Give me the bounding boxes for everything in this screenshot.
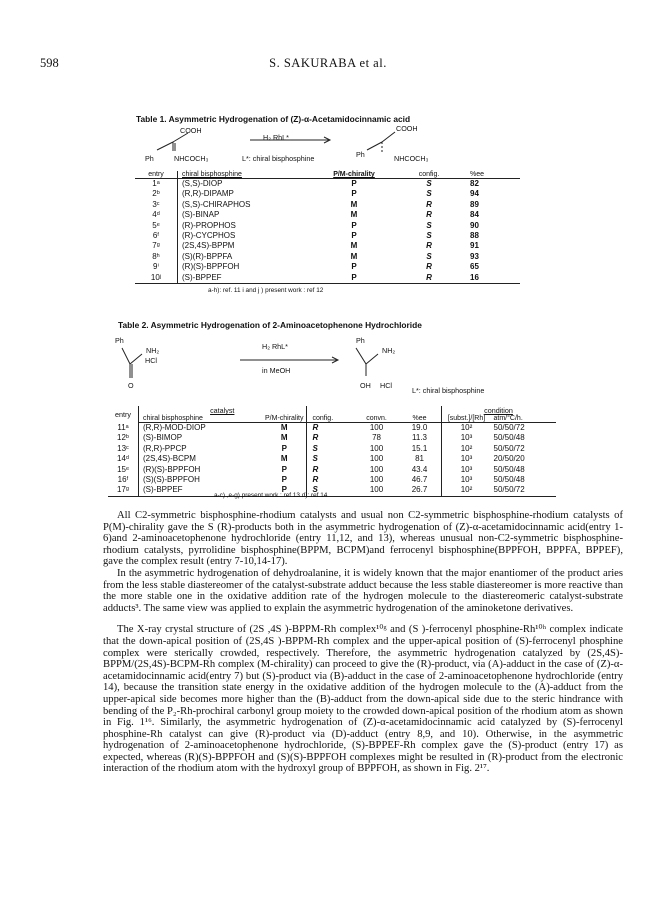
page-number: 598 bbox=[40, 56, 59, 70]
t1-col-ligand: chiral bisphosphine bbox=[178, 171, 313, 179]
table2-cell-entry: 11ᵃ bbox=[108, 423, 139, 434]
table1-cell-entry: 4ᵈ bbox=[135, 210, 178, 220]
table2-cell-conv: 100 bbox=[369, 443, 384, 453]
table1-cell-entry: 6ᶠ bbox=[135, 231, 178, 241]
t2-prod-hcl: HCl bbox=[380, 381, 392, 390]
table1-footnote: a-h): ref. 11 i and j ) present work : ref 12 bbox=[208, 287, 324, 294]
table1-cell-ligand: (R)-CYCPHOS bbox=[182, 231, 236, 241]
t1-prod-nhcoch3: NHCOCH₃ bbox=[394, 154, 429, 163]
table1-cell-ligand: (S)-BPPEF bbox=[178, 273, 313, 284]
t2-col-cond: atm/°C/h. bbox=[492, 415, 556, 423]
table1-cell-config: S bbox=[426, 251, 432, 261]
table1-cell-config: R bbox=[426, 199, 432, 209]
table1-cell-config: S bbox=[426, 220, 432, 230]
t2-col-entry: entry bbox=[108, 406, 139, 423]
table-row bbox=[108, 433, 556, 443]
table2-footnote: a-c) ,e-g) present work : ref 13 d): ref 14 bbox=[214, 492, 328, 499]
table1-cell-ligand: (R)-PROPHOS bbox=[182, 220, 236, 230]
table1-cell-ee: 94 bbox=[470, 189, 479, 199]
table-row bbox=[135, 189, 520, 199]
table1-cell-ligand: (S,S)-DIOP bbox=[182, 179, 223, 188]
table2-cell-ratio: 10³ bbox=[460, 433, 473, 443]
table2-cell-ratio: 10³ bbox=[460, 475, 473, 485]
table2-cell-ligand: (R)(S)-BPPFOH bbox=[143, 464, 201, 474]
table2-cell-cond: 50/50/48 bbox=[493, 464, 525, 474]
table2-cell-ligand: (R,R)-PPCP bbox=[143, 443, 187, 453]
table1-cell-entry: 1ᵃ bbox=[135, 179, 178, 190]
table2-cell-entry: 14ᵈ bbox=[108, 454, 139, 464]
table1-cell-ligand: (S,S)-CHIRAPHOS bbox=[182, 199, 251, 209]
table1-cell-ee: 91 bbox=[470, 241, 479, 251]
table1-cell-config: S bbox=[426, 231, 432, 241]
table1-cell-ee: 88 bbox=[470, 231, 479, 241]
table1-cell-ligand: (S)(R)-BPPFA bbox=[182, 251, 233, 261]
t2-col-ee: %ee bbox=[399, 415, 442, 423]
table1-cell-ee: 93 bbox=[470, 251, 479, 261]
t1-sub-cooh: COOH bbox=[180, 126, 202, 135]
table2-cell-entry: 15ᵉ bbox=[108, 465, 139, 475]
table2-cell-config: S bbox=[312, 454, 318, 464]
table2-cell-config: R bbox=[312, 464, 319, 474]
t2-prod-oh: OH bbox=[360, 381, 371, 390]
table2-cell-ratio: 10² bbox=[460, 443, 473, 453]
t1-ligand-note: L*: chiral bisphosphine bbox=[242, 154, 315, 163]
table2-cell-ratio: 10³ bbox=[460, 454, 473, 464]
table1-cell-entry: 10ʲ bbox=[135, 273, 178, 284]
t2-col-ratio: [subst.]/[Rh] bbox=[441, 415, 492, 423]
table2-reaction-scheme bbox=[110, 334, 530, 390]
table2-cell-ee: 46.7 bbox=[399, 475, 442, 485]
t1-sub-ph: Ph bbox=[145, 154, 154, 163]
table1-cell-pm: P bbox=[351, 189, 357, 199]
table2-cell-ee: 81 bbox=[399, 454, 442, 464]
table1-cell-ligand: (R)(S)-BPPFOH bbox=[182, 262, 240, 272]
table2-cell-pm: M bbox=[263, 454, 306, 464]
table-row bbox=[135, 231, 520, 241]
table2-cell-config: R bbox=[312, 475, 319, 485]
t2-sub-o: O bbox=[128, 381, 134, 390]
table-row bbox=[135, 221, 520, 231]
table1-cell-pm: P bbox=[351, 179, 357, 188]
table2-cell-config: R bbox=[312, 423, 319, 432]
table-row bbox=[108, 485, 556, 496]
table-row bbox=[108, 423, 556, 434]
t1-reagents: H₂ RhL* bbox=[263, 133, 289, 142]
t1-prod-cooh: COOH bbox=[396, 124, 418, 133]
table2-cell-cond: 20/50/20 bbox=[493, 454, 525, 464]
table2-cell-ligand: (S)-BIMOP bbox=[143, 433, 183, 443]
t2-solvent: in MeOH bbox=[262, 366, 291, 375]
t1-col-ee: %ee bbox=[462, 171, 520, 179]
table2-cell-ee: 43.4 bbox=[399, 465, 442, 475]
t2-reagents: H₂ RhL* bbox=[262, 342, 288, 351]
table2-cell-ee: 11.3 bbox=[399, 433, 442, 443]
table2-cell-conv: 78 bbox=[372, 433, 381, 443]
table1-cell-ee: 90 bbox=[470, 220, 479, 230]
table2-cell-conv: 100 bbox=[369, 423, 384, 432]
paragraph-1: All C2-symmetric bisphosphine-rhodium catalysts and usual non C2-symmetric bisphosphine-rhodium catalysts of P(M)-chirality gave the S (R)-products both in the asymmetric hydrogenation of (Z)-α-acetamidocinnamic acid(entry 1-6)and 2-aminoacetophenone hydrochloride (entry 11,12, and 13), whereas unusual non-C2-symmetric bisphosphine-rhodium catalysts, pyrrolidine bisphosphine(BPPM, BCPM)and ferrocenyl bisphosphine(BPPFOH, BPPFA, BPPEF), gave the complex result (entry 7-10,14-17). bbox=[103, 510, 623, 568]
t2-prod-nh2: NH₂ bbox=[382, 346, 396, 355]
table2-cell-conv: 100 bbox=[369, 454, 384, 464]
table1-cell-pm: M bbox=[350, 241, 358, 251]
table1-cell-config: R bbox=[426, 210, 432, 220]
t2-sub-ph: Ph bbox=[115, 336, 124, 345]
table1-cell-ligand: (S)-BINAP bbox=[182, 210, 220, 220]
table1-cell-config: R bbox=[426, 241, 432, 251]
table-row bbox=[108, 475, 556, 485]
t1-sub-nhcoch3: NHCOCH₃ bbox=[174, 154, 209, 163]
table2-body bbox=[108, 423, 556, 497]
table2-cell-config: S bbox=[306, 485, 355, 496]
table2-caption: Table 2. Asymmetric Hydrogenation of 2-Aminoacetophenone Hydrochloride bbox=[118, 320, 422, 330]
table1-cell-pm: P bbox=[351, 262, 357, 272]
table2-cell-conv: 100 bbox=[369, 464, 384, 474]
table2-cell-pm: P bbox=[263, 485, 306, 496]
table1-cell-entry: 2ᵇ bbox=[135, 189, 178, 199]
table2-cell-entry: 12ᵇ bbox=[108, 433, 139, 443]
table2-cell-ligand: (R,R)-MOD-DIOP bbox=[143, 423, 206, 432]
table2-header-row bbox=[108, 415, 556, 423]
table2-cell-ligand: (S)(S)-BPPFOH bbox=[143, 475, 200, 485]
table2-cell-ee: 26.7 bbox=[399, 485, 442, 496]
body-text bbox=[103, 510, 623, 775]
table-row bbox=[135, 179, 520, 190]
t1-col-entry: entry bbox=[135, 171, 178, 179]
table2-cell-ratio: 10² bbox=[441, 485, 492, 496]
table2-group-header-row bbox=[108, 406, 556, 415]
table1-cell-ee: 65 bbox=[470, 262, 479, 272]
table1-caption: Table 1. Asymmetric Hydrogenation of (Z)-α-Acetamidocinnamic acid bbox=[136, 114, 411, 124]
table1-cell-ee: 16 bbox=[462, 273, 520, 284]
table-row bbox=[135, 252, 520, 262]
table2-cell-pm: P bbox=[263, 465, 306, 475]
table2-cell-pm: M bbox=[263, 423, 306, 434]
t2-col-conv: convn. bbox=[355, 415, 399, 423]
t2-group-catalyst: catalyst bbox=[139, 406, 307, 415]
table2-cell-cond: 50/50/72 bbox=[493, 443, 525, 453]
table-row bbox=[108, 444, 556, 454]
table-row bbox=[135, 273, 520, 284]
table1-cell-pm: P bbox=[351, 220, 357, 230]
table2-cell-pm: P bbox=[263, 444, 306, 454]
table2-cell-ee: 15.1 bbox=[399, 444, 442, 454]
table2-cell-ligand: (2S,4S)-BCPM bbox=[143, 454, 196, 464]
table1-cell-pm: P bbox=[312, 273, 396, 284]
table2-cell-entry: 16ᶠ bbox=[108, 475, 139, 485]
table1-cell-entry: 3ᶜ bbox=[135, 200, 178, 210]
table2-cell-cond: 50/50/72 bbox=[493, 423, 525, 432]
table1-cell-config: S bbox=[426, 179, 432, 188]
t2-sub-nh2: NH₂ bbox=[146, 346, 160, 355]
table1-cell-pm: P bbox=[351, 231, 357, 241]
table1 bbox=[135, 171, 520, 284]
t1-col-config: config. bbox=[396, 171, 462, 179]
table1-cell-ligand: (2S,4S)-BPPM bbox=[182, 241, 235, 251]
table2 bbox=[108, 406, 556, 497]
table2-cell-cond: 50/50/48 bbox=[493, 475, 525, 485]
table2-cell-conv: 100 bbox=[369, 475, 384, 485]
paragraph-2: In the asymmetric hydrogenation of dehydroalanine, it is widely known that the major enantiomer of the product aries from the less stable diastereomer of the catalyst-substrate adduct because the less stable diastereomer is more reactive than the more stable one in the oxidative addition rate of the hydrogen molecule to the diastereomeric catalyst-substrate adducts³. The same view was applied to explain the asymmetric hydrogenation of the aminoketone derivatives. bbox=[103, 567, 623, 614]
table2-cell-config: R bbox=[312, 433, 319, 443]
table2-cell-config: S bbox=[312, 443, 318, 453]
t2-sub-hcl: HCl bbox=[145, 356, 157, 365]
t1-prod-ph: Ph bbox=[356, 150, 365, 159]
t2-group-blank bbox=[306, 406, 441, 415]
table1-cell-ligand: (R,R)-DIPAMP bbox=[182, 189, 234, 199]
t2-col-config: config. bbox=[306, 415, 355, 423]
table1-cell-ee: 82 bbox=[470, 179, 479, 188]
table2-cell-pm: P bbox=[263, 475, 306, 485]
table1-cell-entry: 8ʰ bbox=[135, 252, 178, 262]
table1-cell-pm: M bbox=[350, 210, 358, 220]
table2-cell-conv: 100 bbox=[355, 485, 399, 496]
table2-cell-ee: 19.0 bbox=[399, 423, 442, 434]
running-head: S. SAKURABA et al. bbox=[269, 56, 387, 70]
table-row bbox=[108, 465, 556, 475]
table-row bbox=[135, 210, 520, 220]
table1-body bbox=[135, 179, 520, 284]
table2-cell-ratio: 10³ bbox=[460, 464, 473, 474]
table2-cell-pm: M bbox=[263, 433, 306, 443]
t2-col-ligand: chiral bisphosphine bbox=[139, 415, 264, 423]
table2-cell-cond: 50/50/72 bbox=[492, 485, 556, 496]
table1-cell-config: S bbox=[426, 189, 432, 199]
table-row bbox=[135, 241, 520, 251]
table1-cell-entry: 7ᵍ bbox=[135, 241, 178, 251]
table-row bbox=[135, 200, 520, 210]
table1-cell-ee: 84 bbox=[470, 210, 479, 220]
table2-cell-ligand: (S)-BPPEF bbox=[139, 485, 264, 496]
table1-cell-config: R bbox=[426, 262, 432, 272]
table1-cell-pm: M bbox=[350, 199, 358, 209]
table2-cell-entry: 17ᵍ bbox=[108, 485, 139, 496]
table-row bbox=[108, 454, 556, 464]
t1-col-pm: P/M-chirality bbox=[312, 171, 396, 179]
table2-cell-entry: 13ᶜ bbox=[108, 444, 139, 454]
table1-cell-config: R bbox=[396, 273, 462, 284]
table1-header-row bbox=[135, 171, 520, 179]
table2-cell-cond: 50/50/48 bbox=[493, 433, 525, 443]
table1-cell-ee: 89 bbox=[470, 199, 479, 209]
table1-cell-entry: 9ⁱ bbox=[135, 262, 178, 272]
t2-group-condition: condition bbox=[484, 406, 513, 415]
table-row bbox=[135, 262, 520, 272]
paragraph-3: The X-ray crystal structure of (2S ,4S )-BPPM-Rh complex¹⁰ᵍ and (S )-ferrocenyl phosphine-Rh¹⁰ʰ complex indicate that the down-apical position of (2S,4S )-BPPM-Rh complex and the upper-apical position of (S)-ferrocenyl phosphine complex were sterically crowded, respectively. Therefore, the asymmetric hydrogenation catalyzed by (2S,4S)-BPPM/(2S,4S)-BCPM-Rh complex (M-chirality) can proceed to give the (R)-product, via (A)-adduct in the case of (Z)-α-acetamidocinnamic acid(entry 7) but (S)-product via (B)-adduct in the case of 2-aminoacetophenone hydrochloride (entry 14), because the transition state energy in the oxidative addition of the hydrogen molecule to the (A)-adduct from the upper-apical side becomes more higher than the (B)-adduct from the down-apical side due to the steric hindrance with bending of the P₂-Rh-prochiral carbonyl group moiety to the crowded down-apical position of the rhodium atom as shown in Fig. 1¹⁶. Similarly, the asymmetric hydrogenation of (Z)-α-acetamidocinnamic acid catalyzed by (S)-ferrocenyl phosphine-Rh catalyst can give (R)-product via (D)-adduct (entry 8,9, and 10). Otherwise, in the asymmetric hydrogenation of 2-aminoacetophenone hydrochloride, (S)-BPPEF-Rh complex gave the (S)-product (entry 17) as expected, whereas (R)(S)-BPPFOH and (S)(S)-BPPFOH complexes might be resulted in (R)-product from the electronic interaction of the rhodium atom with the hydroxyl group of BPPFOH, as shown in Fig. 2¹⁷. bbox=[103, 624, 623, 775]
table1-cell-pm: M bbox=[350, 251, 358, 261]
table2-cell-ratio: 10² bbox=[460, 423, 473, 432]
t2-ligand-note: L*: chiral bisphosphine bbox=[412, 386, 485, 395]
t2-prod-ph: Ph bbox=[356, 336, 365, 345]
t2-col-pm: P/M-chirality bbox=[263, 415, 306, 423]
table1-cell-entry: 5ᵉ bbox=[135, 221, 178, 231]
